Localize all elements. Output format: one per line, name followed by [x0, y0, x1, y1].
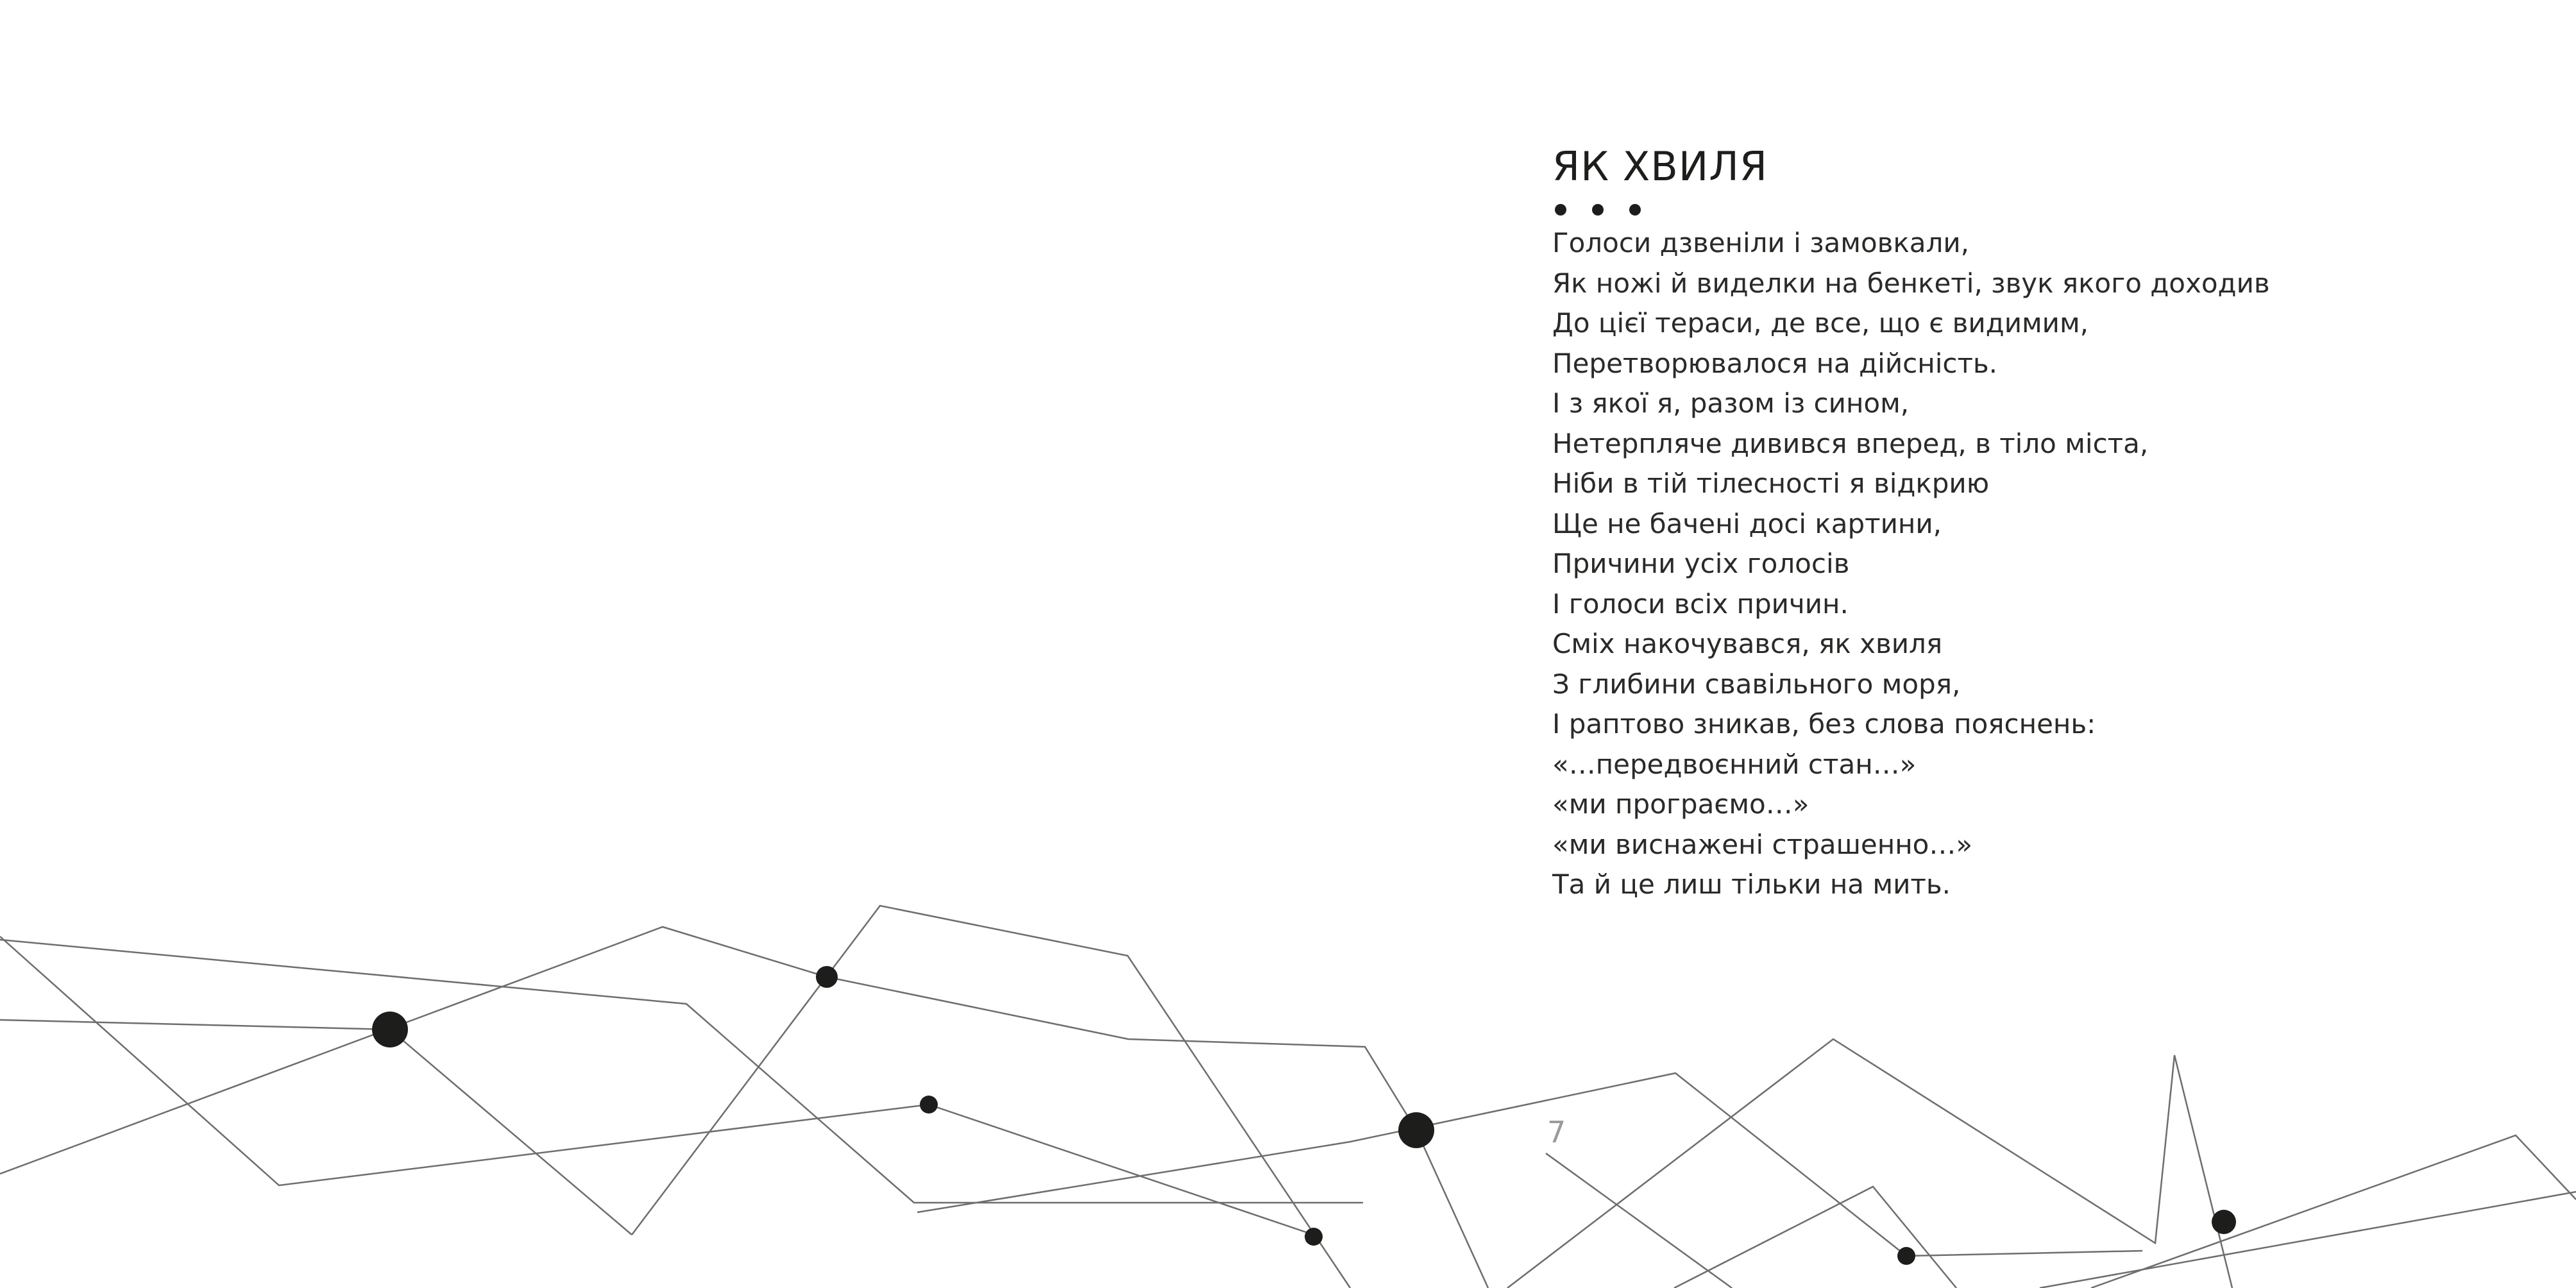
- network-node: [2212, 1210, 2236, 1234]
- poem-line: І голоси всіх причин.: [1552, 588, 1849, 620]
- network-line: [632, 906, 1350, 1288]
- network-node: [1398, 1112, 1434, 1148]
- poem-line: І з якої я, разом із сином,: [1552, 387, 1910, 419]
- network-line: [1546, 1153, 1732, 1288]
- poem-line: Ніби в тій тілесності я відкрию: [1552, 468, 1990, 499]
- title-ornament-dots: [1555, 204, 2514, 216]
- poem-line: Причини усіх голосів: [1552, 548, 1850, 579]
- network-node: [1305, 1228, 1323, 1246]
- ornament-dot: [1592, 204, 1604, 216]
- page-number: 7: [1547, 1115, 1566, 1149]
- network-line: [0, 936, 1314, 1235]
- ornament-dot: [1629, 204, 1641, 216]
- poem-line: І раптово зникав, без слова пояснень:: [1552, 708, 2096, 740]
- poem-line: Нетерпляче дивився вперед, в тіло міста,: [1552, 427, 2149, 459]
- poem-line: З глибини свавільного моря,: [1552, 668, 1961, 700]
- poem-line: Ще не бачені досі картини,: [1552, 507, 1942, 539]
- network-node: [1897, 1247, 1915, 1265]
- network-node: [816, 966, 838, 988]
- poem-line: Перетворювалося на дійсність.: [1552, 347, 1998, 379]
- poem-line: До цієї тераси, де все, що є видимим,: [1552, 307, 2089, 339]
- network-line: [0, 1020, 632, 1235]
- network-node: [372, 1012, 408, 1047]
- poem-line: «ми програємо…»: [1552, 788, 1809, 820]
- ornament-dot: [1555, 204, 1566, 216]
- poem-block: [1552, 141, 2514, 915]
- poem-line: «ми виснажені страшенно…»: [1552, 828, 1973, 860]
- network-line: [917, 1073, 2142, 1256]
- poem-line: Сміх накочувався, як хвиля: [1552, 628, 1943, 659]
- network-line: [2040, 1192, 2576, 1288]
- poem-line: Голоси дзвеніли і замовкали,: [1552, 227, 1969, 258]
- network-node: [920, 1096, 938, 1114]
- network-line: [1674, 1187, 1956, 1288]
- poem-line: Та й це лиш тільки на мить.: [1552, 869, 1951, 900]
- network-line: [0, 927, 1416, 1174]
- network-line: [0, 940, 1363, 1203]
- poem-lines: [1552, 223, 2514, 905]
- poem-line: Як ножі й виделки на бенкеті, звук якого доходив: [1552, 267, 2270, 299]
- poem-line: «…передвоєнний стан…»: [1552, 748, 1917, 780]
- poem-title: ЯК ХВИЛЯ: [1552, 143, 1768, 190]
- network-line: [1416, 1130, 1488, 1288]
